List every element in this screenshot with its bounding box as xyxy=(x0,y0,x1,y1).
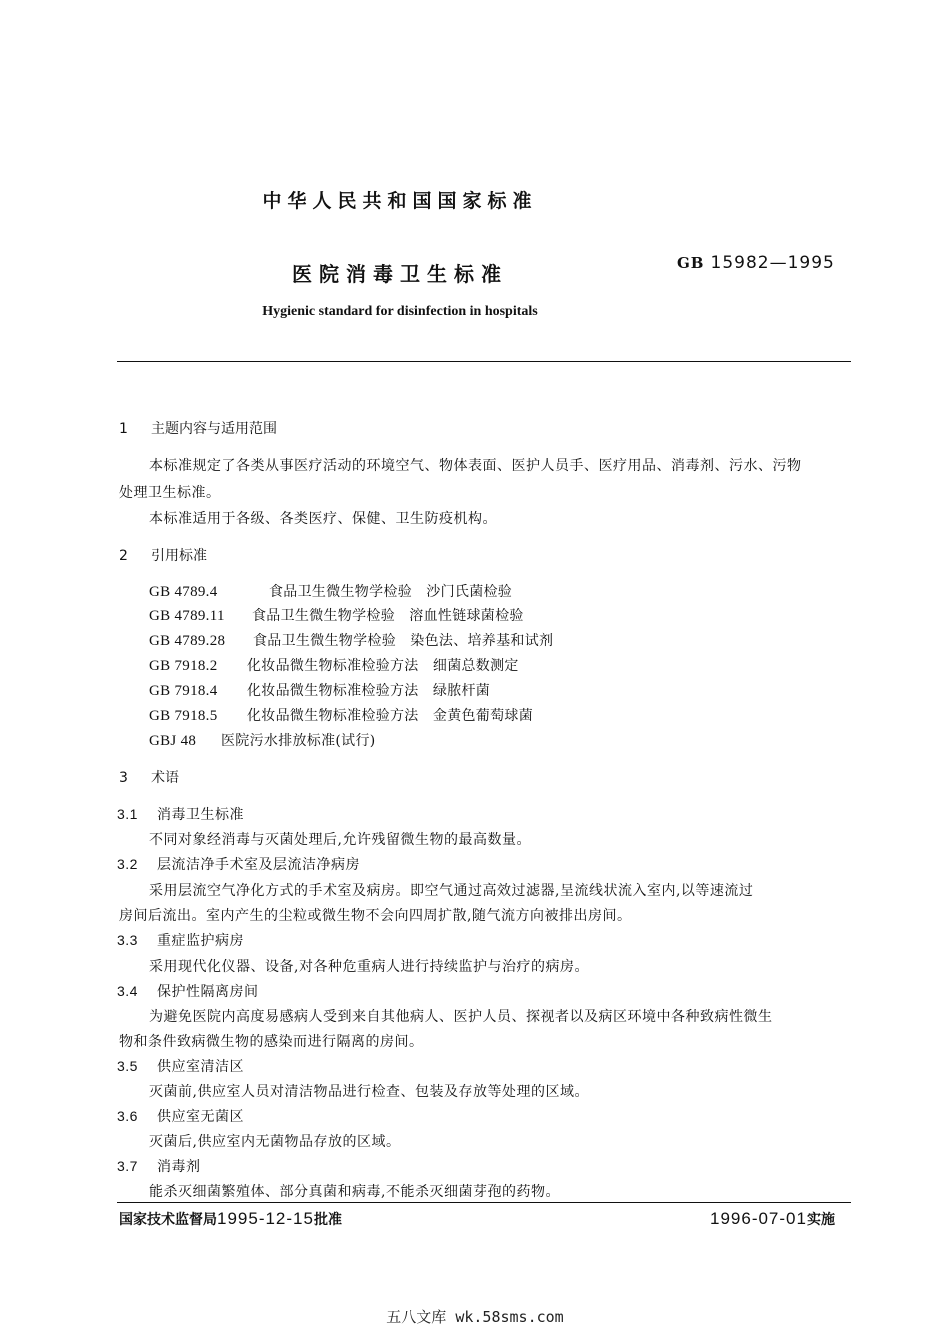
watermark-text: 五八文库 wk.58sms.com xyxy=(386,1308,564,1326)
term-heading: 3.7 消毒剂 xyxy=(117,1158,201,1175)
term-definition-line: 能杀灭细菌繁殖体、部分真菌和病毒,不能杀灭细菌芽孢的药物。 xyxy=(149,1184,560,1200)
term-definition-line: 房间后流出。室内产生的尘粒或微生物不会向四周扩散,随气流方向被排出房间。 xyxy=(119,908,632,924)
implementation-date: 1996-07-01 xyxy=(710,1209,807,1228)
term-heading: 3.5 供应室清洁区 xyxy=(117,1058,244,1075)
standard-code xyxy=(677,253,835,273)
footer-divider xyxy=(117,1202,851,1203)
national-standard-label: 中华人民共和国国家标准 xyxy=(262,190,538,212)
ref-item: GB 7918.5 化妆品微生物标准检验方法 金黄色葡萄球菌 xyxy=(149,708,533,724)
implementation-suffix: 实施 xyxy=(806,1212,835,1228)
ref-item: GBJ 48 医院污水排放标准(试行) xyxy=(149,733,376,749)
term-heading: 3.1 消毒卫生标准 xyxy=(117,806,244,823)
term-definition-line: 灭菌前,供应室人员对清洁物品进行检查、包装及存放等处理的区域。 xyxy=(149,1084,589,1100)
section-3-heading: 3 术语 xyxy=(119,770,179,786)
ref-item: GB 7918.4 化妆品微生物标准检验方法 绿脓杆菌 xyxy=(149,683,491,699)
approval-line xyxy=(119,1209,342,1229)
section-1-para1-line1: 本标准规定了各类从事医疗活动的环境空气、物体表面、医护人员手、医疗用品、消毒剂、污水、污物 xyxy=(149,458,802,474)
document-title: 医院消毒卫生标准 xyxy=(292,262,508,286)
term-definition-line: 物和条件致病微生物的感染而进行隔离的房间。 xyxy=(119,1034,424,1050)
ref-item: GB 4789.28 食品卫生微生物学检验 染色法、培养基和试剂 xyxy=(149,633,554,649)
term-definition-line: 为避免医院内高度易感病人受到来自其他病人、医护人员、探视者以及病区环境中各种致病性微生 xyxy=(149,1009,773,1025)
ref-item: GB 7918.2 化妆品微生物标准检验方法 细菌总数测定 xyxy=(149,658,519,674)
ref-item: GB 4789.4 食品卫生微生物学检验 沙门氏菌检验 xyxy=(149,584,513,600)
term-heading: 3.3 重症监护病房 xyxy=(117,932,244,949)
section-2-heading: 2 引用标准 xyxy=(119,548,207,564)
section-1-para1-line2: 处理卫生标准。 xyxy=(119,485,221,501)
approval-date: 1995-12-15 xyxy=(217,1209,314,1228)
term-definition-line: 灭菌后,供应室内无菌物品存放的区域。 xyxy=(149,1134,401,1150)
header-divider xyxy=(117,361,851,362)
term-heading: 3.6 供应室无菌区 xyxy=(117,1108,244,1125)
approval-suffix: 批准 xyxy=(313,1212,342,1228)
english-title: Hygienic standard for disinfection in hospitals xyxy=(262,304,538,319)
implementation-line xyxy=(710,1209,835,1229)
term-definition-line: 采用现代化仪器、设备,对各种危重病人进行持续监护与治疗的病房。 xyxy=(149,959,589,975)
ref-item: GB 4789.11 食品卫生微生物学检验 溶血性链球菌检验 xyxy=(149,608,524,624)
term-definition-line: 不同对象经消毒与灭菌处理后,允许残留微生物的最高数量。 xyxy=(149,832,531,848)
code-prefix: GB xyxy=(677,254,705,272)
term-heading: 3.4 保护性隔离房间 xyxy=(117,983,259,1000)
term-heading: 3.2 层流洁净手术室及层流洁净病房 xyxy=(117,856,360,873)
code-number: 15982—1995 xyxy=(710,253,835,273)
section-1-heading: 1 主题内容与适用范围 xyxy=(119,421,277,437)
term-definition-line: 采用层流空气净化方式的手术室及病房。即空气通过高效过滤器,呈流线状流入室内,以等速流过 xyxy=(149,883,754,899)
approval-org: 国家技术监督局 xyxy=(119,1212,217,1228)
section-1-para2: 本标准适用于各级、各类医疗、保健、卫生防疫机构。 xyxy=(149,511,497,527)
